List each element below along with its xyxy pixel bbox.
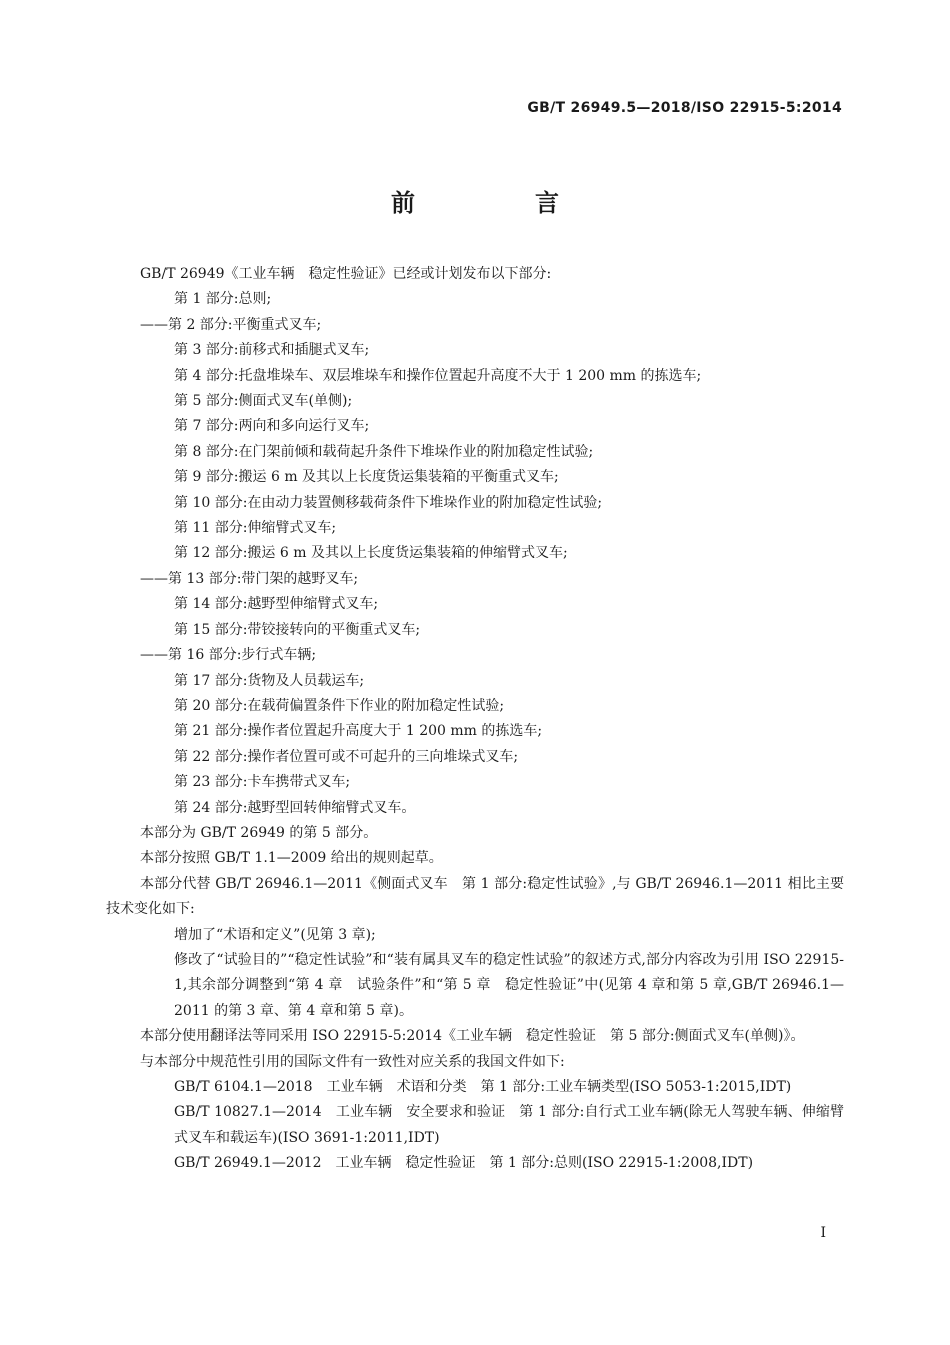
drafted-paragraph: 本部分按照 GB/T 1.1—2009 给出的规则起草。 (140, 850, 443, 867)
change-item: 增加了“术语和定义”(见第 3 章); (174, 926, 376, 943)
part-item: 第 17 部分:货物及人员载运车; (174, 672, 365, 689)
page-title: 前 言 (391, 189, 607, 217)
change-item: 修改了“试验目的”“稳定性试验”和“装有属具叉车的稳定性试验”的叙述方式,部分内容改为引用 ISO 22915-1,其余部分调整到“第 4 章 试验条件”和“第 5 章 稳定性验证”中(见第 4 章和第 5 章,GB/T 26946.1—2011 的第 3 章、第 4 章和第 5 章)。 (174, 951, 844, 1019)
part-item: 第 3 部分:前移式和插腿式叉车; (174, 342, 370, 359)
part-item: 第 1 部分:总则; (174, 291, 272, 308)
reference-item: GB/T 6104.1—2018 工业车辆 术语和分类 第 1 部分:工业车辆类型(ISO 5053-1:2015,IDT) (174, 1079, 792, 1095)
part-item: 第 5 部分:侧面式叉车(单侧); (174, 393, 353, 410)
part-item: 第 14 部分:越野型伸缩臂式叉车; (174, 596, 379, 613)
part-of-paragraph: 本部分为 GB/T 26949 的第 5 部分。 (140, 824, 378, 841)
intro-paragraph: GB/T 26949《工业车辆 稳定性验证》已经或计划发布以下部分: (140, 266, 552, 282)
part-item: 第 15 部分:带铰接转向的平衡重式叉车; (174, 621, 421, 638)
parts-list (106, 287, 844, 821)
translation-paragraph: 本部分使用翻译法等同采用 ISO 22915-5:2014《工业车辆 稳定性验证 第 5 部分:侧面式叉车(单侧)》。 (140, 1028, 805, 1045)
part-item: 第 22 部分:操作者位置可或不可起升的三向堆垛式叉车; (174, 748, 519, 765)
page-number: I (820, 1225, 826, 1241)
replaces-paragraph: 本部分代替 GB/T 26946.1—2011《侧面式叉车 第 1 部分:稳定性试验》,与 GB/T 26946.1—2011 相比主要技术变化如下: (106, 875, 844, 918)
part-item: 第 12 部分:搬运 6 m 及其以上长度货运集装箱的伸缩臂式叉车; (174, 545, 568, 562)
part-item: 第 8 部分:在门架前倾和载荷起升条件下堆垛作业的附加稳定性试验; (174, 443, 594, 460)
reference-item: GB/T 26949.1—2012 工业车辆 稳定性验证 第 1 部分:总则(ISO 22915-1:2008,IDT) (174, 1155, 754, 1172)
part-item: 第 24 部分:越野型回转伸缩臂式叉车。 (174, 799, 416, 816)
part-item: 第 21 部分:操作者位置起升高度大于 1 200 mm 的拣选车; (174, 723, 543, 740)
standard-number: GB/T 26949.5—2018/ISO 22915-5:2014 (527, 100, 842, 116)
part-item: 第 4 部分:托盘堆垛车、双层堆垛车和操作位置起升高度不大于 1 200 mm 的拣选车; (174, 367, 702, 384)
part-item: 第 23 部分:卡车携带式叉车; (174, 774, 351, 791)
part-item: 第 11 部分:伸缩臂式叉车; (174, 520, 337, 537)
part-item: 第 10 部分:在由动力装置侧移载荷条件下堆垛作业的附加稳定性试验; (174, 494, 603, 511)
reference-item: GB/T 10827.1—2014 工业车辆 安全要求和验证 第 1 部分:自行式工业车辆(除无人驾驶车辆、伸缩臂式叉车和载运车)(ISO 3691-1:2011,IDT) (174, 1104, 844, 1146)
part-item: ——第 16 部分:步行式车辆; (140, 647, 317, 664)
part-item: 第 7 部分:两向和多向运行叉车; (174, 418, 370, 435)
part-item: ——第 2 部分:平衡重式叉车; (140, 316, 322, 333)
consistency-paragraph: 与本部分中规范性引用的国际文件有一致性对应关系的我国文件如下: (140, 1053, 565, 1070)
part-item: ——第 13 部分:带门架的越野叉车; (140, 570, 359, 587)
part-item: 第 9 部分:搬运 6 m 及其以上长度货运集装箱的平衡重式叉车; (174, 469, 559, 486)
foreword-content (106, 262, 844, 1177)
part-item: 第 20 部分:在载荷偏置条件下作业的附加稳定性试验; (174, 697, 505, 714)
